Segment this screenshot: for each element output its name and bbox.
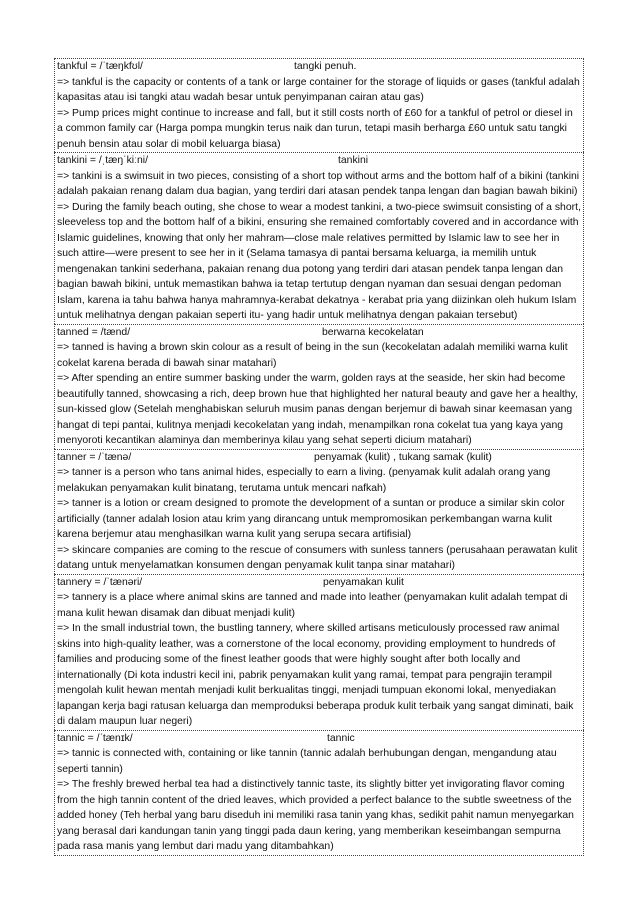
entry-tanner [54,449,584,574]
example-line: => Pump prices might continue to increase and fall, but it still costs north of £60 for a tankful of petrol or diesel in a common family car (Harga pompa mungkin terus naik dan turun, tetapi masih berharga £60 untuk satu tangki penuh bensin atau solar di mobil keluarga biasa) [57,107,573,150]
entry-tanned [54,324,584,449]
term-pronunciation: tannery = /ˈtænəri/ [57,576,143,588]
entry-tannery [54,574,584,730]
translation: tangki penuh. [294,61,357,72]
entry-heading [57,153,581,169]
definition-line: => tankful is the capacity or contents of a tank or large container for the storage of liquids or gases (tankful adalah kapasitas atau isi tangki atau wadah besar untuk penyimpanan cairan atau gas) [57,76,580,103]
entry-heading [57,575,581,591]
translation: berwarna kecokelatan [322,326,424,338]
entry-tankini [54,152,584,324]
term-pronunciation: tankful = /ˈtæŋkfʊl/ [57,61,143,72]
term-pronunciation: tankini = /ˌtæŋˈkiːni/ [57,155,148,166]
translation: penyamak (kulit) , tukang samak (kulit) [314,451,492,463]
definition-line: => tanner is a person who tans animal hides, especially to earn a living. (penyamak kulit adalah orang yang melakukan penyamakan kulit binatang, terutama untuk mencari nafkah) [57,467,551,494]
example-line: => During the family beach outing, she chose to wear a modest tankini, a two-piece swimsuit consisting of a short, sleeveless top and the bottom half of a bikini, ensuring she remained comfortably covered and in accordance with Islamic guidelines, knowing that only her mahram—close male relatives permitted by Islamic law to see her in such attire—were present to see her in it (Selama tamasya di pantai bersama keluarga, ia memilih untuk mengenakan tankini sederhana, pakaian renang dua potong yang terdiri dari atasan pendek tanpa lengan dan bagian bawah bikini, untuk memastikan bahwa ia tetap tertutup dengan nyaman dan sesuai dengan pedoman Islam, karena ia tahu bahwa hanya mahramnya-kerabat dekatnya - kerabat pria yang diizinkan oleh hukum Islam untuk melihatnya dengan pakaian seperti itu- yang hadir untuk melihatnya dengan pakaian tersebut) [57,201,581,321]
definition-line: => tanned is having a brown skin colour as a result of being in the sun (kecokelatan adalah memiliki warna kulit cokelat karena berada di bawah sinar matahari) [57,342,568,369]
term-pronunciation: tanner = /ˈtænə/ [57,451,132,463]
definition-line: => tannery is a place where animal skins are tanned and made into leather (penyamakan kulit adalah tempat di mana kulit hewan disamak dan dibuat menjadi kulit) [57,592,568,619]
entry-heading [57,59,581,75]
translation: tankini [338,155,369,166]
definition-line: => tannic is connected with, containing or like tannin (tannic adalah berhubungan dengan, mengandung atau seperti tannin) [57,748,557,775]
entry-heading [57,325,581,341]
dictionary-page [54,58,584,856]
translation: penyamakan kulit [323,576,404,588]
definition-line: => tanner is a lotion or cream designed to promote the development of a suntan or produce a similar skin color artificially (tanner adalah losion atau krim yang dirancang untuk mempromosikan perkembangan warna kulit karena berjemur atau menghasilkan warna kulit yang serupa secara artifisial) [57,498,565,540]
entry-tannic [54,730,584,856]
example-line: => After spending an entire summer basking under the warm, golden rays at the seaside, her skin had become beautifully tanned, showcasing a rich, deep brown hue that highlighted her natural beauty and gave her a healthy, sun-kissed glow (Setelah menghabiskan seluruh musim panas dengan berjemur di bawah sinar keemasan yang hangat di tepi pantai, kulitnya menjadi kecokelatan yang indah, menampilkan rona cokelat tua yang kaya yang menyoroti kecantikan alaminya dan memberinya kilau yang sehat seperti dicium matahari) [57,373,578,446]
example-line: => In the small industrial town, the bustling tannery, where skilled artisans meticulously processed raw animal skins into high-quality leather, was a cornerstone of the local economy, providing employment to hundreds of families and producing some of the finest leather goods that were highly sought after both locally and internationally (Di kota industri kecil ini, pabrik penyamakan kulit yang ramai, tempat para pengrajin terampil mengolah kulit hewan mentah menjadi kulit berkualitas tinggi, menjadi tumpuan ekonomi lokal, menyediakan lapangan kerja bagi ratusan keluarga dan memproduksi beberapa produk kulit terbaik yang sangat diminati, baik di dalam maupun luar negeri) [57,623,574,727]
term-pronunciation: tannic = /ˈtænɪk/ [57,732,133,744]
example-line: => The freshly brewed herbal tea had a distinctively tannic taste, its slightly bitter yet invigorating flavor coming from the high tannin content of the dried leaves, which provided a perfect balance to the subtle sweetness of the added honey (Teh herbal yang baru diseduh ini memiliki rasa tanin yang khas, sedikit pahit namun menyegarkan yang berasal dari kandungan tanin yang tinggi pada daun kering, yang memberikan keseimbangan sempurna pada rasa manis yang lembut dari madu yang ditambahkan) [57,779,574,852]
term-pronunciation: tanned = /tænd/ [57,326,131,338]
entry-heading [57,731,581,747]
translation: tannic [327,732,355,744]
example-line: => skincare companies are coming to the rescue of consumers with sunless tanners (perusahaan perawatan kulit datang untuk menyelamatkan konsumen dengan penyamak kulit tanpa sinar matahari) [57,544,578,571]
definition-line: => tankini is a swimsuit in two pieces, consisting of a short top without arms and the bottom half of a bikini (tankini adalah pakaian renang dalam dua bagian, yang terdiri dari atasan pendek tanpa lengan dan bagian bawah bikini) [57,170,580,197]
entry-heading [57,450,581,466]
entry-tankful [54,58,584,152]
